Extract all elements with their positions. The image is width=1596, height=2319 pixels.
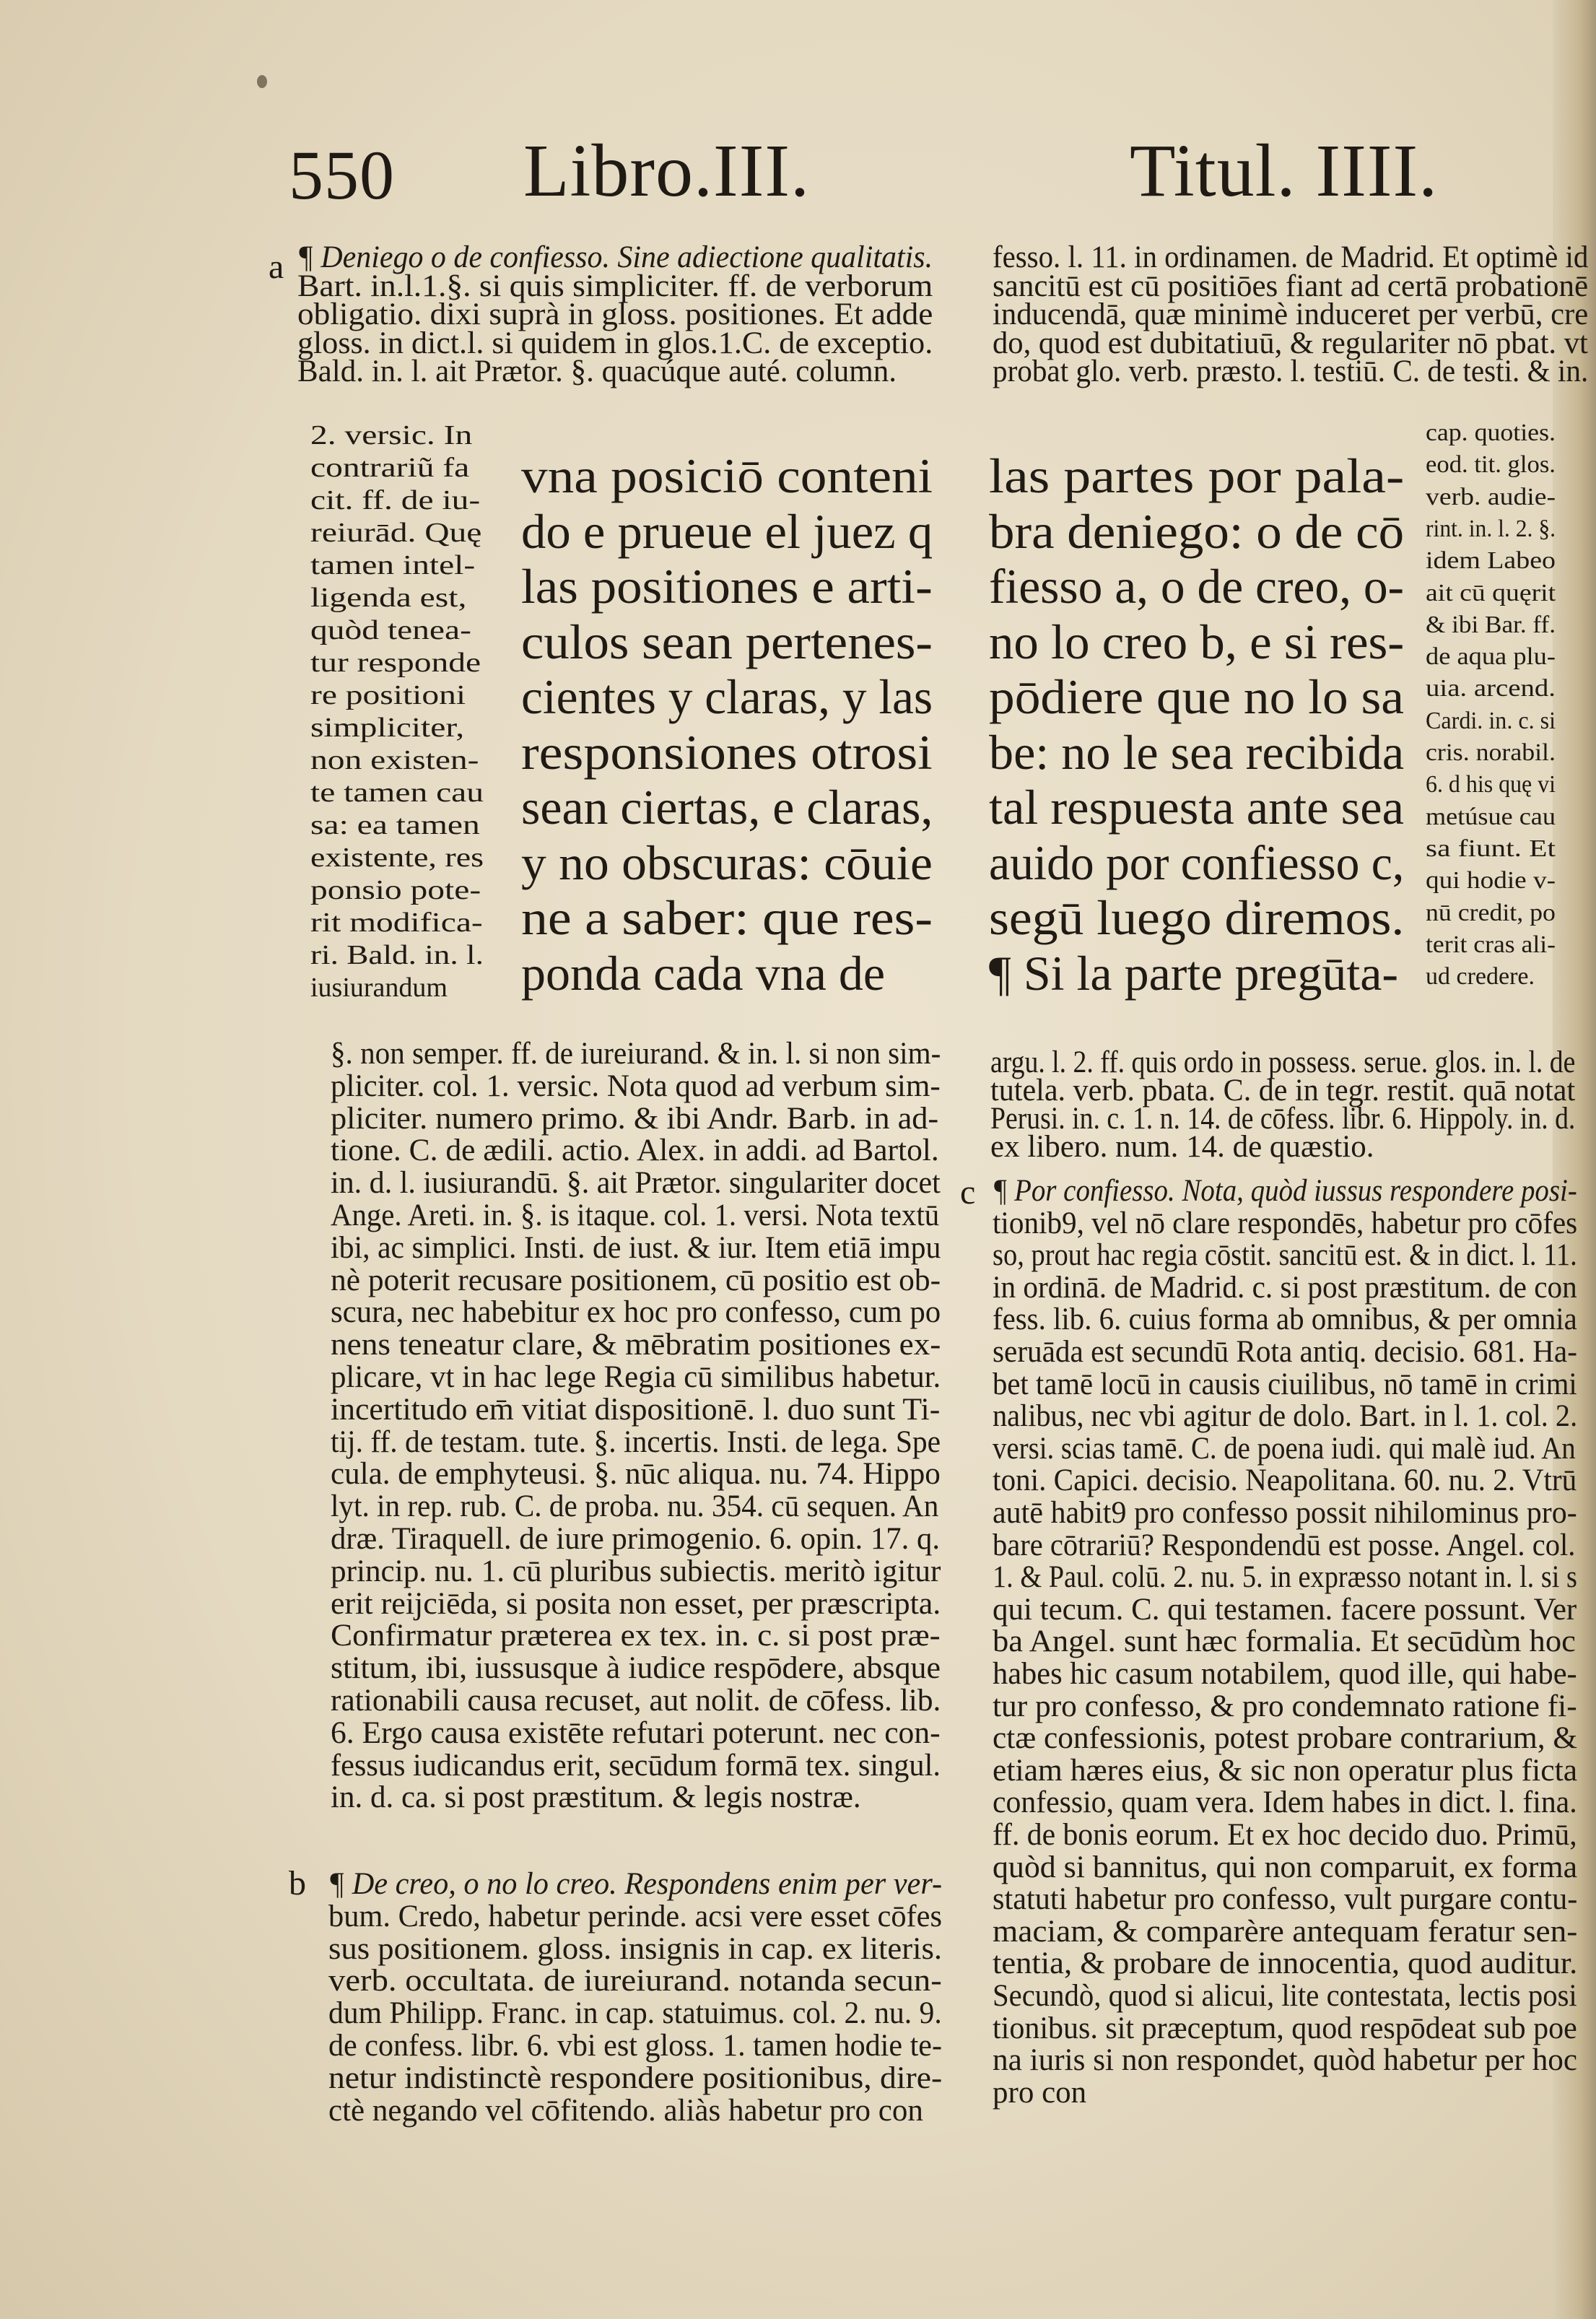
right-narrow-line: de aqua plu- bbox=[1426, 643, 1556, 671]
right-c-line: autē habit9 pro confesso possit nihilominus pro- bbox=[993, 1496, 1577, 1530]
left-main-line: in. d. ca. si post præstitum. & legis nostræ. bbox=[331, 1780, 861, 1815]
left-narrow-line: quòd tenea- bbox=[310, 615, 471, 645]
right-c-line: ¶ Por confiesso. Nota, quòd iussus respondere posi- bbox=[993, 1174, 1577, 1208]
right-narrow-line: verb. audie- bbox=[1426, 483, 1556, 510]
big-right-line: pōdiere que no lo sa bbox=[989, 669, 1405, 724]
right-c-line: ff. de bonis eorum. Et ex hoc decido duo. Primū, bbox=[993, 1818, 1577, 1852]
big-left-line: vna posiciō conteni bbox=[521, 448, 933, 503]
left-main-line: cula. de emphyteusi. §. nūc aliqua. nu. 74. Hippo bbox=[331, 1457, 941, 1492]
right-c-line: 1. & Paul. colū. 2. nu. 5. in expræsso notant in. l. si s bbox=[993, 1560, 1577, 1595]
right-main-line: Perusi. in. c. 1. n. 14. de cōfess. libr. 6. Hippoly. in. d. bbox=[990, 1102, 1576, 1136]
right-narrow-line: sa fiunt. Et bbox=[1426, 835, 1556, 862]
right-top-line: do, quod est dubitatiuū, & regulariter nō pbat. vt bbox=[993, 326, 1588, 360]
left-main-line: ibi, ac simplici. Insti. de iust. & iur. Item etiā impu bbox=[331, 1230, 941, 1265]
right-c-line: bare cōtrariū? Respondendū est posse. Angel. col. bbox=[993, 1528, 1576, 1562]
right-c-line: na iuris si non respondet, quòd habetur per hoc bbox=[993, 2043, 1578, 2078]
right-narrow-line: 6. d his quę vi bbox=[1426, 771, 1556, 799]
left-main-line: pliciter. col. 1. versic. Nota quod ad verbum sim- bbox=[331, 1069, 941, 1103]
big-left-line: ne a saber: que res- bbox=[521, 890, 933, 945]
right-c-line: statuti habetur pro confesso, vult purgare contu- bbox=[993, 1882, 1578, 1917]
big-left-line: sean ciertas, e claras, bbox=[521, 780, 933, 835]
note-letter-a: a bbox=[269, 248, 284, 286]
left-top-line: gloss. in dict.l. si quidem in glos.1.C. de exceptio. bbox=[297, 326, 933, 360]
big-right-line: tal respuesta ante sea bbox=[989, 780, 1404, 835]
right-narrow-line: metúsue cau bbox=[1426, 803, 1556, 830]
left-main-line: Ange. Areti. in. §. is itaque. col. 1. versi. Nota textū bbox=[331, 1198, 940, 1232]
right-narrow-line: qui hodie v- bbox=[1426, 867, 1556, 895]
left-main-line: §. non semper. ff. de iureiurand. & in. l. si non sim- bbox=[331, 1037, 941, 1071]
right-main-line: tutela. verb. pbata. C. de in tegr. restit. quā notat bbox=[990, 1074, 1576, 1108]
left-top-line: Bart. in.l.1.§. si quis simpliciter. ff. de verborum bbox=[297, 269, 933, 303]
right-narrow-line: cap. quoties. bbox=[1426, 419, 1556, 446]
left-b-line: ctè negando vel cōfitendo. aliàs habetur pro con bbox=[328, 2093, 923, 2128]
running-head-title: Titul. IIII. bbox=[1130, 129, 1439, 212]
right-c-line: tur pro confesso, & pro condemnato ratione fi- bbox=[993, 1689, 1577, 1723]
left-main-line: nens teneatur clare, & mēbratim positiones ex- bbox=[331, 1328, 941, 1362]
left-b-line: dum Philipp. Franc. in cap. statuimus. col. 2. nu. 9. bbox=[328, 1996, 942, 2031]
big-right-line: segū luego diremos. bbox=[989, 890, 1405, 945]
left-b-line: ¶ De creo, o no lo creo. Respondens enim per ver- bbox=[328, 1867, 943, 1901]
big-right-line: auido por confiesso c, bbox=[989, 835, 1405, 890]
big-right-line: ¶ Si la parte pregūta- bbox=[989, 945, 1399, 1001]
left-top-line: obligatio. dixi suprà in gloss. positiones. Et adde bbox=[297, 297, 933, 331]
left-main-line: plicare, vt in hac lege Regia cū similibus habetur. bbox=[331, 1360, 941, 1394]
left-main-line: rationabili causa recuset, aut nolit. de cōfess. lib. bbox=[331, 1684, 941, 1718]
right-c-line: in ordinā. de Madrid. c. si post præstitum. de con bbox=[993, 1270, 1577, 1305]
left-b-line: de confess. libr. 6. vbi est gloss. 1. tamen hodie te- bbox=[328, 2029, 942, 2063]
left-b-line: verb. occultata. de iureiurand. notanda secun- bbox=[328, 1964, 942, 1998]
left-main-line: dræ. Tiraquell. de iure primogenio. 6. opin. 17. q. bbox=[331, 1522, 941, 1556]
left-narrow-line: ligenda est, bbox=[310, 583, 467, 613]
big-right-line: fiesso a, o de creo, o- bbox=[989, 559, 1405, 614]
big-right-line: no lo creo b, e si res- bbox=[989, 614, 1405, 669]
left-main-line: 6. Ergo causa existēte refutari poterunt. nec con- bbox=[331, 1715, 941, 1750]
left-narrow-line: simpliciter, bbox=[310, 713, 465, 743]
big-left-line: las positiones e arti- bbox=[521, 559, 933, 614]
left-top-line: ¶ Deniego o de confiesso. Sine adiectione qualitatis. bbox=[297, 240, 933, 274]
right-c-line: etiam hæres eius, & sic non operatur plus ficta bbox=[993, 1753, 1578, 1788]
right-narrow-line: nū credit, po bbox=[1426, 899, 1556, 926]
right-narrow-line: ait cū quęrit bbox=[1426, 579, 1556, 606]
left-main-line: erit reijciēda, si posita non esset, per præscripta. bbox=[331, 1586, 941, 1621]
left-narrow-line: iusiurandum bbox=[310, 973, 448, 1003]
left-main-line: stitum, ibi, iussusque à iudice respōdere, absque bbox=[331, 1651, 941, 1686]
left-narrow-line: existente, res bbox=[310, 843, 484, 873]
left-b-line: netur indistinctè respondere positionibus, dire- bbox=[328, 2061, 943, 2095]
right-narrow-line: uia. arcend. bbox=[1426, 675, 1556, 702]
page-number: 550 bbox=[289, 136, 395, 214]
right-top-line: inducendā, quæ minimè induceret per verbū, cre bbox=[993, 297, 1589, 331]
left-narrow-line: re positioni bbox=[310, 680, 466, 710]
left-main-line: in. d. l. iusiurandū. §. ait Prætor. singulariter docet bbox=[331, 1166, 941, 1201]
left-main-line: lyt. in rep. rub. C. de proba. nu. 354. cū sequen. An bbox=[331, 1489, 939, 1524]
left-narrow-line: te tamen cau bbox=[310, 778, 484, 808]
right-c-line: nalibus, nec vbi agitur de dolo. Bart. in l. 1. col. 2. bbox=[993, 1399, 1578, 1434]
right-top-line: fesso. l. 11. in ordinamen. de Madrid. Et optimè id bbox=[993, 240, 1589, 274]
big-right-line: bra deniego: o de cō bbox=[989, 503, 1405, 559]
right-narrow-line: rint. in. l. 2. §. bbox=[1426, 515, 1556, 542]
running-head-book: Libro.III. bbox=[523, 129, 810, 212]
left-main-line: fessus iudicandus erit, secūdum formā tex. singul. bbox=[331, 1748, 941, 1783]
left-narrow-line: tur responde bbox=[310, 648, 481, 678]
ink-speck bbox=[257, 75, 267, 88]
right-c-line: toni. Capici. decisio. Neapolitana. 60. nu. 2. Vtrū bbox=[993, 1463, 1577, 1498]
big-left-line: do e prueue el juez q bbox=[521, 503, 933, 559]
right-c-line: quòd si bannitus, qui non comparuit, ex forma bbox=[993, 1850, 1578, 1884]
right-c-line: versi. scias tamē. C. de poena iudi. qui malè iud. An bbox=[993, 1431, 1576, 1466]
right-c-line: habes hic casum notabilem, quod ille, qui habe- bbox=[993, 1657, 1577, 1691]
right-main-line: ex libero. num. 14. de quæstio. bbox=[990, 1130, 1374, 1164]
big-left-line: cientes y claras, y las bbox=[521, 669, 933, 724]
right-c-line: seruāda est secundū Rota antiq. decisio. 681. Ha- bbox=[993, 1335, 1577, 1369]
note-letter-c: c bbox=[960, 1173, 976, 1211]
right-main-line: argu. l. 2. ff. quis ordo in possess. serue. glos. in. l. de bbox=[990, 1045, 1576, 1079]
right-narrow-line: terit cras ali- bbox=[1426, 931, 1556, 958]
right-top-line: sancitū est cū positiōes fiant ad certā probationē bbox=[993, 269, 1589, 303]
left-narrow-line: cit. ff. de iu- bbox=[310, 485, 481, 515]
left-main-line: incertitudo em̄ vitiat dispositionē. l. duo sunt Ti- bbox=[331, 1392, 941, 1427]
big-left-line: ponda cada vna de bbox=[521, 945, 886, 1001]
big-left-line: y no obscuras: cōuie bbox=[521, 835, 933, 890]
left-b-line: sus positionem. gloss. insignis in cap. ex literis. bbox=[328, 1931, 943, 1966]
right-narrow-line: ud credere. bbox=[1426, 963, 1535, 991]
left-narrow-line: non existen- bbox=[310, 745, 479, 775]
right-narrow-line: & ibi Bar. ff. bbox=[1426, 611, 1556, 638]
right-c-line: fess. lib. 6. cuius forma ab omnibus, & per omnia bbox=[993, 1302, 1577, 1337]
right-narrow-line: cris. norabil. bbox=[1426, 739, 1556, 766]
right-c-line: tionibus. sit præceptum, quod respōdeat sub poe bbox=[993, 2011, 1577, 2045]
right-c-line: ba Angel. sunt hæc formalia. Et secūdùm hoc bbox=[993, 1624, 1576, 1659]
right-narrow-line: eod. tit. glos. bbox=[1426, 451, 1556, 479]
left-main-line: pliciter. numero primo. & ibi Andr. Barb. in ad- bbox=[331, 1101, 939, 1136]
big-right-line: las partes por pala- bbox=[989, 448, 1405, 503]
left-narrow-line: ri. Bald. in. l. bbox=[310, 940, 484, 970]
left-narrow-line: ponsio pote- bbox=[310, 875, 481, 905]
right-c-line: confessio, quam vera. Idem habes in dict. l. fina. bbox=[993, 1785, 1577, 1820]
left-narrow-line: tamen intel- bbox=[310, 550, 476, 580]
left-b-line: bum. Credo, habetur perinde. acsi vere esset cōfes bbox=[328, 1899, 942, 1933]
left-main-line: tij. ff. de testam. tute. §. incertis. Insti. de lega. Spe bbox=[331, 1424, 941, 1459]
left-narrow-line: sa: ea tamen bbox=[310, 810, 480, 840]
left-narrow-line: reiurād. Quę bbox=[310, 518, 482, 548]
left-main-line: princip. nu. 1. cū pluribus subiectis. meritò igitur bbox=[331, 1554, 941, 1588]
right-c-line: tionib9, vel nō clare respondēs, habetur pro cōfes bbox=[993, 1206, 1578, 1240]
big-right-line: be: no le sea recibida bbox=[989, 724, 1405, 780]
note-letter-b: b bbox=[289, 1864, 306, 1902]
right-c-line: Secundò, quod si alicui, lite contestata, lectis posi bbox=[993, 1979, 1577, 2013]
left-main-line: Confirmatur præterea ex tex. in. c. si post præ- bbox=[331, 1619, 941, 1653]
left-narrow-line: 2. versic. In bbox=[310, 420, 473, 451]
right-c-line: tentia, & probare de innocentia, quod auditur. bbox=[993, 1946, 1578, 1981]
right-c-line: pro con bbox=[993, 2075, 1087, 2110]
right-c-line: so, prout hac regia cōstit. sancitū est. & in dict. l. 11. bbox=[993, 1238, 1577, 1273]
right-top-line: probat glo. verb. præsto. l. testiū. C. de testi. & in. bbox=[993, 354, 1589, 388]
left-main-line: tione. C. de ædili. actio. Alex. in addi. ad Bartol. bbox=[331, 1134, 939, 1168]
left-main-line: scura, nec habebitur ex hoc pro confesso, cum po bbox=[331, 1295, 941, 1330]
left-top-line: Bald. in. l. ait Prætor. §. quacúque auté. column. bbox=[297, 354, 897, 388]
right-c-line: maciam, & comparère antequam feratur sen- bbox=[993, 1914, 1578, 1949]
left-main-line: nè poterit recusare positionem, cū positio est ob- bbox=[331, 1263, 941, 1297]
right-narrow-line: Cardi. in. c. si bbox=[1426, 707, 1556, 734]
right-c-line: ctæ confessionis, potest probare contrarium, & bbox=[993, 1721, 1578, 1756]
big-left-line: culos sean pertenes- bbox=[521, 614, 933, 669]
left-narrow-line: contrariũ fa bbox=[310, 453, 470, 483]
right-c-line: qui tecum. C. qui testamen. facere possunt. Ver bbox=[993, 1592, 1577, 1627]
right-narrow-line: idem Labeo bbox=[1426, 547, 1556, 575]
right-c-line: bet tamē locū in causis ciuilibus, nō tamē in crimi bbox=[993, 1367, 1577, 1401]
big-left-line: responsiones otrosi bbox=[521, 724, 933, 780]
left-narrow-line: rit modifica- bbox=[310, 908, 483, 938]
